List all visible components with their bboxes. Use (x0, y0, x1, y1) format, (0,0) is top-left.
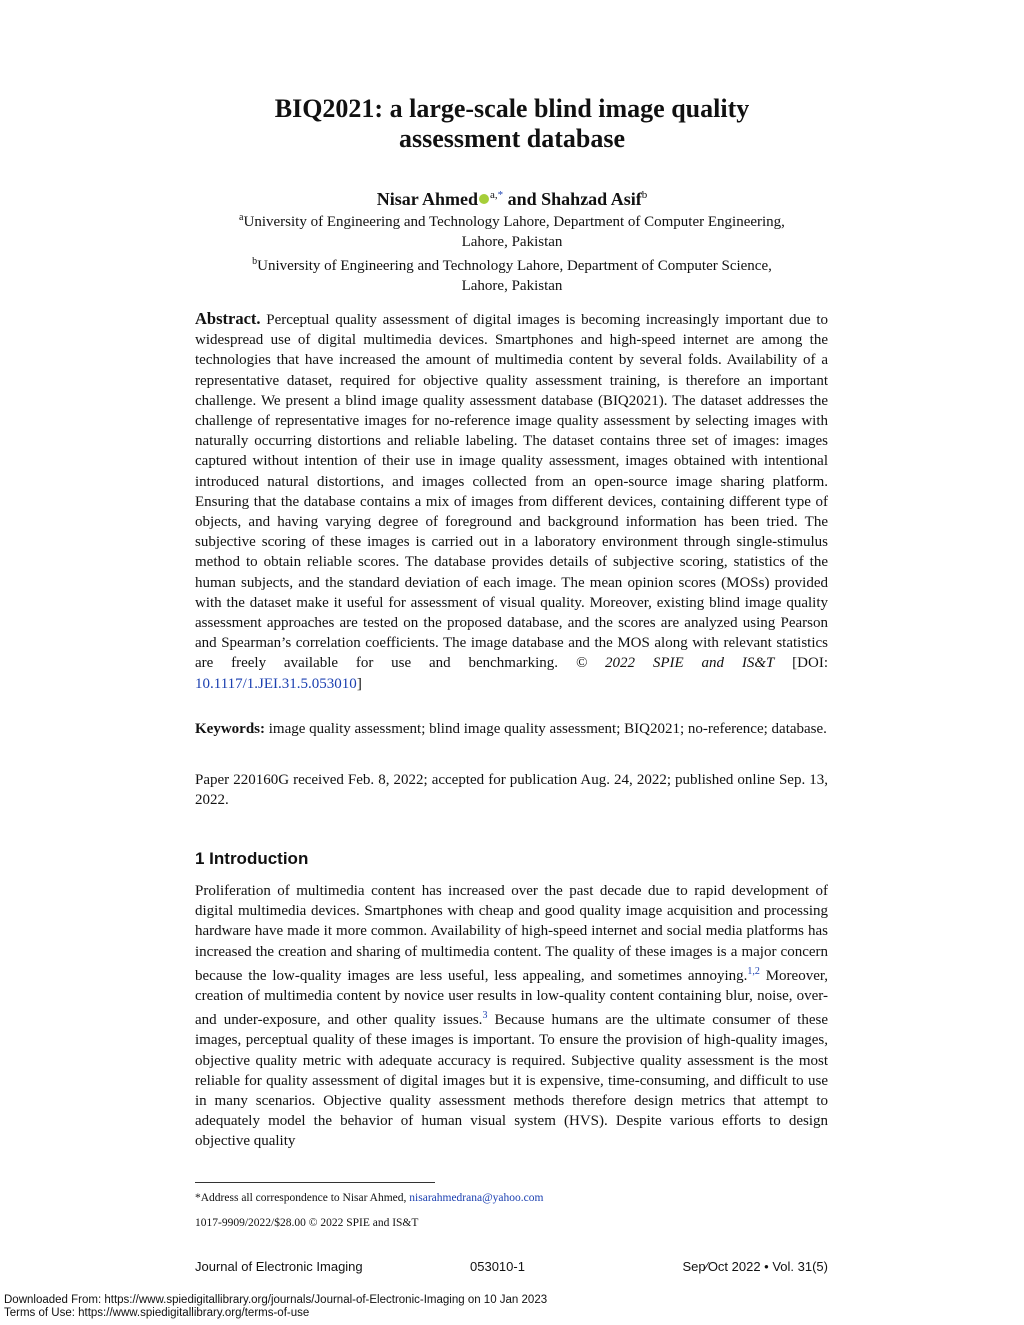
page-number: 053010-1 (470, 1259, 525, 1274)
keywords (195, 719, 828, 739)
affiliation-text: University of Engineering and Technology Lahore, Department of Computer Engineering, (243, 214, 785, 230)
issue-info: Sep∕Oct 2022 • Vol. 31(5) (682, 1259, 828, 1274)
corresponding-author-link[interactable]: * (497, 189, 504, 201)
footnote-text: *Address all correspondence to Nisar Ahmed, (195, 1192, 410, 1204)
author-name-2: Shahzad Asif (541, 189, 642, 209)
affiliation-mark: b (252, 256, 258, 267)
affiliation-text: University of Engineering and Technology Lahore, Department of Computer Science, (257, 258, 772, 274)
author-connector: and (503, 189, 542, 209)
abstract-label: Abstract. (195, 309, 261, 328)
download-source: Downloaded From: https://www.spiedigitallibrary.org/journals/Journal-of-Electronic-Imaging on 10 Jan 2023 (4, 1294, 548, 1306)
abstract (195, 309, 828, 694)
author-list (0, 184, 1024, 210)
introduction-paragraph (195, 881, 828, 1152)
journal-name: Journal of Electronic Imaging (195, 1259, 363, 1274)
title-line-1: BIQ2021: a large-scale blind image quality (274, 94, 750, 123)
title-line-2: assessment database (398, 124, 626, 153)
author-name-1: Nisar Ahmed (376, 189, 478, 209)
affiliation-b (0, 252, 1024, 276)
paper-title (0, 94, 1024, 154)
doi-suffix: ] (356, 675, 362, 692)
affiliation-a-location: Lahore, Pakistan (461, 234, 563, 250)
intro-text-2: Moreover, creation of multimedia content by novice user results in low-quality content containing blur, noise, over- and under-exposure, and other quality issues. (195, 967, 828, 1029)
email-link[interactable]: nisarahmedrana@yahoo.com (409, 1192, 544, 1204)
terms-of-use: Terms of Use: https://www.spiedigitallibrary.org/terms-of-use (4, 1307, 310, 1319)
download-notice (4, 1294, 547, 1320)
section-heading-introduction: 1 Introduction (195, 849, 309, 868)
doi-prefix: [DOI: (774, 655, 828, 672)
intro-text-3: Because humans are the ultimate consumer of these images, perceptual quality of these images is important. To ensure the provision of high-quality images, objective quality metric with adequate accuracy is required. Subjective quality assessment is the most reliable for quality assessment of digital images but it is expensive, time-consuming, and difficult to use in many scenarios. Objective quality assessment methods therefore design metrics that attempt to adequately model the behavior of human visual system (HVS). Despite various efforts to design objective quality (195, 1012, 828, 1150)
abstract-copyright: © 2022 SPIE and IS&T (575, 655, 775, 672)
intro-text-1: Proliferation of multimedia content has increased over the past decade due to rapid development of digital multimedia devices. Smartphones with cheap and good quality image acquisition and processing hardware have made it more common. Availability of high-speed internet and social media platforms has increased the creation and sharing of multimedia content. The quality of these images is a major concern because the low-quality images are less useful, less appealing, and sometimes annoying. (195, 883, 828, 984)
abstract-text: Perceptual quality assessment of digital images is becoming increasingly important due to widespread use of digital multimedia devices. Smartphones and high-speed internet are among the technologies that have increased the amount of multimedia content by several folds. Availability of a representative dataset, required for objective quality assessment training, is therefore an important challenge. We present a blind image quality assessment database (BIQ2021). The dataset addresses the challenge of representative images for no-reference image quality assessment by selecting images with naturally occurring distortions and reliable labeling. The dataset contains three set of images: images captured without intention of their use in image quality assessment, images obtained with intentional introduced natural distortions, and images collected from an open-source image sharing platform. Ensuring that the database contains a mix of images from different devices, containing different type of objects, and having varying degree of foreground and background information has been tried. The subjective scoring of these images is carried out in a laboratory environment through single-stimulus method to obtain reliable scores. The database provides details of subjective scoring, statistics of the human subjects, and the standard deviation of each image. The mean opinion scores (MOSs) provided with the dataset make it useful for assessment of visual quality. Moreover, existing blind image quality assessment approaches are tested on the proposed database, and the scores are analyzed using Pearson and Spearman’s correlation coefficients. The image database and the MOS along with relevant statistics are freely available for use and benchmarking. (195, 312, 828, 672)
received-dates: Paper 220160G received Feb. 8, 2022; accepted for publication Aug. 24, 2022; published online Sep. 13, 2022. (195, 772, 828, 809)
author-2-affil-mark: b (641, 189, 648, 201)
issn-line: 1017-9909/2022/$28.00 © 2022 SPIE and IS&T (195, 1217, 419, 1229)
affiliations (0, 208, 1024, 296)
affiliation-b-location: Lahore, Pakistan (461, 278, 563, 294)
orcid-icon[interactable] (479, 194, 489, 204)
keywords-text: image quality assessment; blind image quality assessment; BIQ2021; no-reference; database. (265, 721, 827, 737)
affiliation-mark: a (239, 212, 244, 223)
correspondence-footnote (195, 1190, 543, 1206)
doi-link[interactable]: 10.1117/1.JEI.31.5.053010 (195, 675, 357, 692)
keywords-label: Keywords: (195, 721, 265, 737)
citation-link[interactable]: 3 (482, 1010, 488, 1022)
affiliation-a (0, 208, 1024, 232)
citation-link[interactable]: 1,2 (747, 965, 760, 977)
author-1-affil-mark: a, (489, 189, 498, 201)
footnote-divider (195, 1182, 435, 1183)
